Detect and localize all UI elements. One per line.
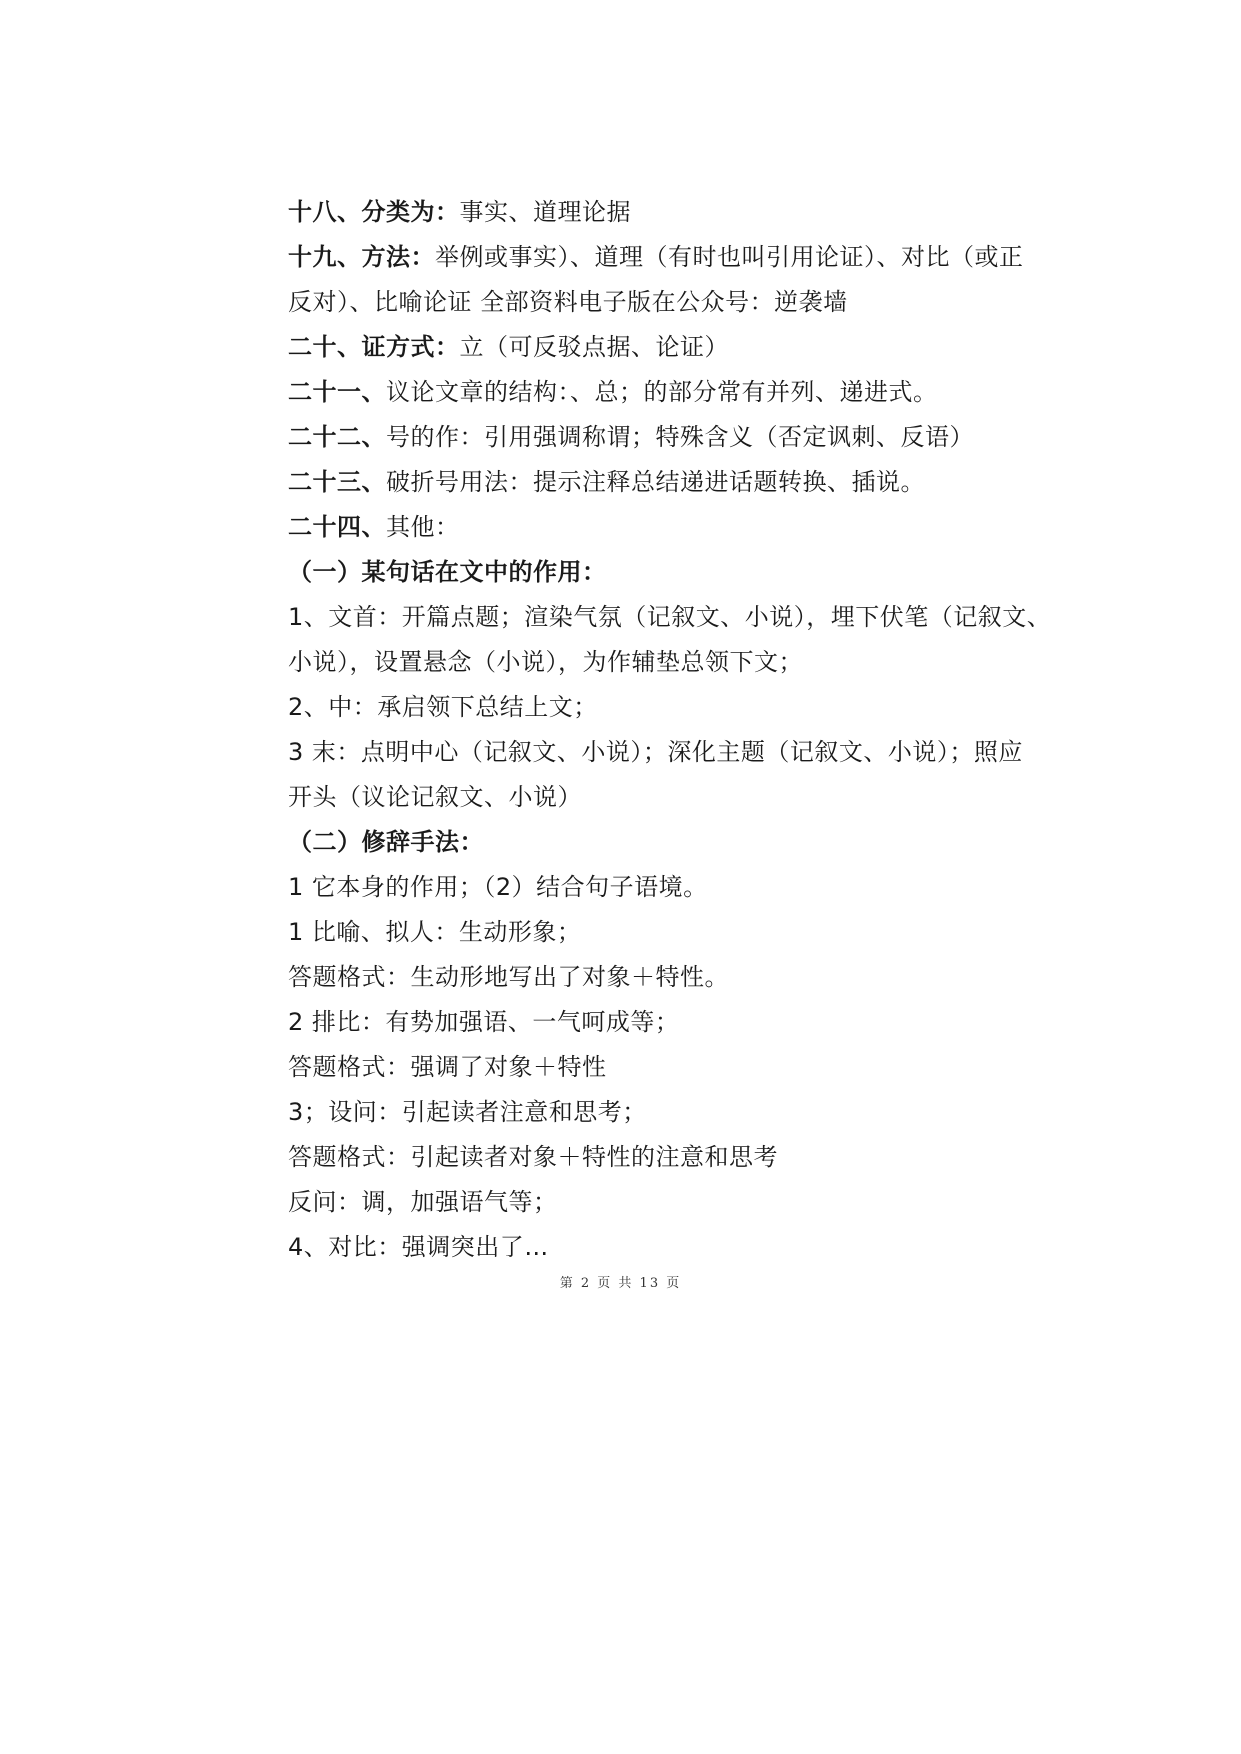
- line-text: 开头（议论记叙文、小说）: [288, 783, 582, 811]
- text-line: [288, 1225, 1068, 1270]
- line-heading: 十八、分类为：: [288, 198, 460, 226]
- line-heading: 二十二、: [288, 423, 386, 451]
- line-heading: 二十四、: [288, 513, 386, 541]
- text-line: [288, 325, 1068, 370]
- line-text: 举例或事实）、道理（有时也叫引用论证）、对比（或正: [435, 243, 1024, 271]
- text-line: [288, 730, 1068, 775]
- line-text: 反对）、比喻论证 全部资料电子版在公众号：逆袭墙: [288, 288, 848, 316]
- line-text: 4、对比：强调突出了…: [288, 1233, 549, 1261]
- text-line: [288, 955, 1068, 1000]
- line-heading: （二）修辞手法：: [288, 828, 484, 856]
- line-heading: （一）某句话在文中的作用：: [288, 558, 607, 586]
- line-text: 2、中：承启领下总结上文；: [288, 693, 598, 721]
- line-text: 2 排比：有势加强语、一气呵成等；: [288, 1008, 680, 1036]
- text-line: [288, 190, 1068, 235]
- text-line: [288, 370, 1068, 415]
- text-line: [288, 235, 1068, 280]
- line-text: 1 它本身的作用；（2）结合句子语境。: [288, 873, 708, 901]
- line-text: 3 末：点明中心（记叙文、小说）；深化主题（记叙文、小说）；照应: [288, 738, 1023, 766]
- text-line: [288, 505, 1068, 550]
- line-text: 其他：: [386, 513, 460, 541]
- text-line: [288, 1180, 1068, 1225]
- text-line: [288, 685, 1068, 730]
- line-heading: 十九、方法：: [288, 243, 435, 271]
- line-text: 破折号用法：提示注释总结递进话题转换、插说。: [386, 468, 925, 496]
- line-text: 3；设问：引起读者注意和思考；: [288, 1098, 647, 1126]
- line-text: 立（可反驳点据、论证）: [459, 333, 729, 361]
- text-line: [288, 1135, 1068, 1180]
- text-line: [288, 460, 1068, 505]
- line-heading: 二十一、: [288, 378, 386, 406]
- line-text: 事实、道理论据: [459, 198, 631, 226]
- line-heading: 二十、证方式：: [288, 333, 460, 361]
- text-line: [288, 775, 1068, 820]
- document-body: [288, 190, 1068, 1270]
- line-text: 答题格式：强调了对象＋特性: [288, 1053, 607, 1081]
- text-line: [288, 280, 1068, 325]
- line-text: 议论文章的结构：、总；的部分常有并列、递进式。: [386, 378, 938, 406]
- text-line: [288, 1045, 1068, 1090]
- line-text: 答题格式：生动形地写出了对象＋特性。: [288, 963, 729, 991]
- text-line: [288, 1090, 1068, 1135]
- line-heading: 二十三、: [288, 468, 386, 496]
- line-text: 反问：调，加强语气等；: [288, 1188, 558, 1216]
- line-text: 1 比喻、拟人：生动形象；: [288, 918, 582, 946]
- line-text: 小说），设置悬念（小说），为作辅垫总领下文；: [288, 648, 803, 676]
- line-text: 1、文首：开篇点题；渲染气氛（记叙文、小说），埋下伏笔（记叙文、: [288, 603, 1052, 631]
- line-text: 答题格式：引起读者对象＋特性的注意和思考: [288, 1143, 778, 1171]
- text-line: [288, 1000, 1068, 1045]
- text-line: [288, 640, 1068, 685]
- text-line: [288, 415, 1068, 460]
- line-text: 号的作：引用强调称谓；特殊含义（否定讽刺、反语）: [386, 423, 974, 451]
- text-line: [288, 595, 1068, 640]
- text-line: [288, 910, 1068, 955]
- section-heading: [288, 820, 1068, 865]
- page-number-footer: 第 2 页 共 13 页: [559, 1276, 682, 1291]
- text-line: [288, 865, 1068, 910]
- section-heading: [288, 550, 1068, 595]
